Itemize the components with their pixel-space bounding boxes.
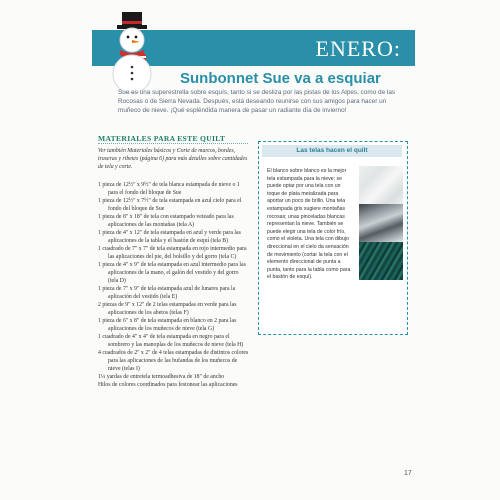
list-item: 2 piezas de 9" x 12" de 2 telas estampadas en verde para las aplicaciones de los abetos (telas F)	[98, 302, 237, 316]
list-item: 1¼ yardas de entretela termoadhesiva de 18" de ancho	[98, 374, 225, 380]
heading-divider	[98, 143, 248, 144]
sky-fabric-swatch	[359, 242, 403, 280]
mountain-fabric-swatch	[359, 204, 403, 242]
materials-heading: MATERIALES PARA ESTE QUILT	[98, 134, 226, 143]
materials-intro: Ver también Materiales básicos y Corte de marcos, bordes, traseras y ribetes (página 6) para más detalles sobre cantidades de tela y corte.	[98, 148, 248, 170]
list-item: 1 pieza de 4" x 12" de tela estampada en azul y verde para las aplicaciones de la tabla y el bastón de esquí (tela B)	[98, 230, 241, 244]
list-item: 1 pieza de 4" x 9" de tela estampada en azul intermedio para las aplicaciones de la mano, el galón del vestido y del gorro (tela D)	[98, 262, 246, 284]
page-title: Sunbonnet Sue va a esquiar	[180, 70, 381, 87]
list-item: 1 cuadrado de 7" x 7" de tela estampada en rojo intermedio para las aplicaciones del pie, del bolsillo y del gorro (tela C)	[98, 246, 247, 260]
snow-fabric-swatch	[359, 166, 403, 204]
list-item: 4 cuadrados de 2" x 2" de 4 telas estampadas de distintos colores para las aplicaciones de las bufandas de los muñecos de nieve (telas I)	[98, 350, 249, 372]
list-item: 1 pieza de 6" x 8" de tela estampada en blanco en 2 para las aplicaciones de los muñecos de nieve (tela G)	[98, 318, 237, 332]
list-item: 1 pieza de 12½" x 9½" de tela blanca estampada de nieve o 1 para el fondo del bloque de Sue	[98, 182, 240, 196]
list-item: 1 cuadrado de 4" x 4" de tela estampada en negro para el sombrero y las manoplas de los muñecos de nieve (tela H)	[98, 334, 244, 348]
sidebar-text: El blanco sobre blanco es la mejor tela estampada para la nieve; se puede optar por una tela con un toque de plata metalizada para aportar un poco de brillo. Una tela estampada gris sugiere montañas rocosas; unas pinceladas blancas representan la nieve. También se puede elegir una tela de color frío, como el violeta. Una tela con dibujo direccional en el cielo da sensación de movimiento (cortar la tela con el elemento direccional de punta a punta, tanto para la tabla como para el bastón de esquí).	[267, 168, 351, 281]
snowman-illustration	[106, 10, 158, 100]
list-item: Hilos de colores coordinados para festonear las aplicaciones	[98, 382, 238, 388]
list-item: 1 pieza de 7" x 9" de tela estampada azul de lunares para la aplicación del vestido (tela E)	[98, 286, 236, 300]
month-title: ENERO:	[315, 36, 401, 61]
sidebar-heading: Las telas hacen el quilt	[262, 145, 402, 157]
fabric-sidebar	[258, 141, 408, 335]
page-number: 17	[404, 470, 412, 477]
intro-paragraph: Sue es una superestrella sobre esquís, tanto si se desliza por las pistas de los Alpes, como de las Rocosas o de Sierra Nevada. Después, está deseando reunirse con sus amigos para hacer un muñeco de nieve. ¡Qué espléndida manera de pasar un radiante día de invierno!	[118, 89, 396, 114]
list-item: 1 pieza de 8" x 18" de tela con estampado veteado para las aplicaciones de las montañas (tela A)	[98, 214, 234, 228]
materials-list	[98, 181, 250, 389]
list-item: 1 pieza de 12½" x 7½" de tela estampada en azul cielo para el fondo del bloque de Sue	[98, 198, 242, 212]
